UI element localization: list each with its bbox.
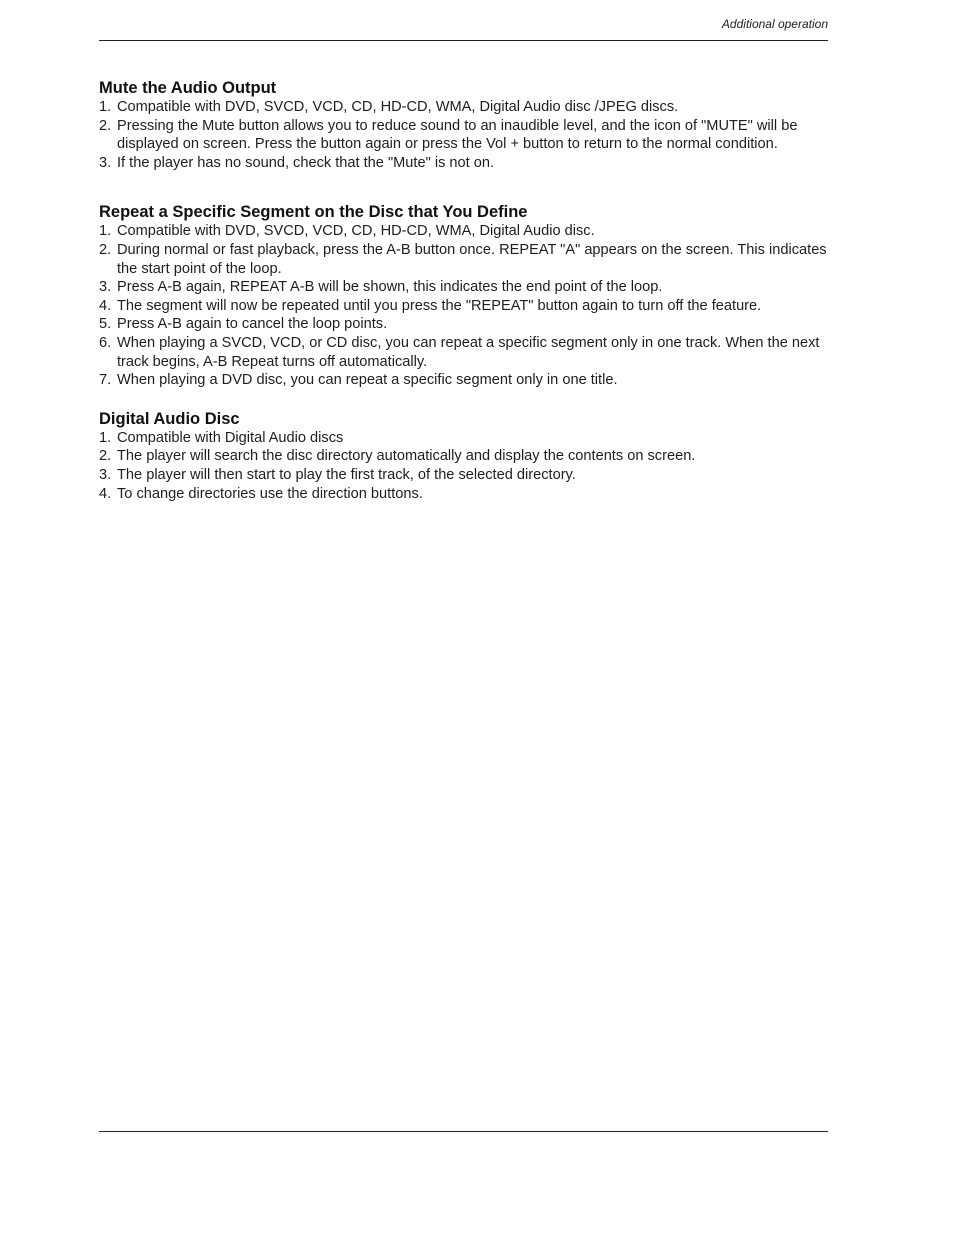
list-item: 7. When playing a DVD disc, you can repeat a specific segment only in one title. xyxy=(99,372,618,389)
section-repeat-segment xyxy=(99,202,828,389)
list-item: 5. Press A-B again to cancel the loop points. xyxy=(99,316,388,333)
footer-rule xyxy=(99,1131,828,1132)
list-item: 3. Press A-B again, REPEAT A-B will be shown, this indicates the end point of the loop. xyxy=(99,279,663,296)
list-item: 4. The segment will now be repeated until you press the "REPEAT" button again to turn off the feature. xyxy=(99,297,762,314)
section-heading: Digital Audio Disc xyxy=(99,409,240,428)
section-digital-audio-disc xyxy=(99,409,828,503)
list-item: 4. To change directories use the direction buttons. xyxy=(99,485,423,502)
instruction-list xyxy=(99,222,828,389)
section-heading: Mute the Audio Output xyxy=(99,79,277,97)
page-content xyxy=(99,78,828,503)
list-item: 6. When playing a SVCD, VCD, or CD disc, you can repeat a specific segment only in one track. When the next track begins, A-B Repeat turns off automatically. xyxy=(99,334,820,370)
list-item: 1. Compatible with DVD, SVCD, VCD, CD, HD-CD, WMA, Digital Audio disc. xyxy=(99,223,595,240)
section-heading: Repeat a Specific Segment on the Disc that You Define xyxy=(99,203,528,222)
list-item: 2. During normal or fast playback, press the A-B button once. REPEAT "A" appears on the screen. This indicates the start point of the loop. xyxy=(99,241,827,277)
list-item: 1. Compatible with Digital Audio discs xyxy=(99,429,344,446)
page-header xyxy=(99,0,828,41)
list-item: 3. If the player has no sound, check that the "Mute" is not on. xyxy=(99,154,495,171)
header-title: Additional operation xyxy=(721,17,828,31)
instruction-list xyxy=(99,98,828,172)
instruction-list xyxy=(99,429,828,503)
list-item: 2. The player will search the disc directory automatically and display the contents on screen. xyxy=(99,448,696,465)
list-item: 1. Compatible with DVD, SVCD, VCD, CD, HD-CD, WMA, Digital Audio disc /JPEG discs. xyxy=(99,99,679,115)
list-item: 2. Pressing the Mute button allows you to reduce sound to an inaudible level, and the icon of "MUTE" will be displayed on screen. Press the button again or press the Vol + button to return to the normal condition. xyxy=(99,117,798,153)
list-item: 3. The player will then start to play the first track, of the selected directory. xyxy=(99,466,576,483)
section-mute-audio xyxy=(99,78,828,172)
